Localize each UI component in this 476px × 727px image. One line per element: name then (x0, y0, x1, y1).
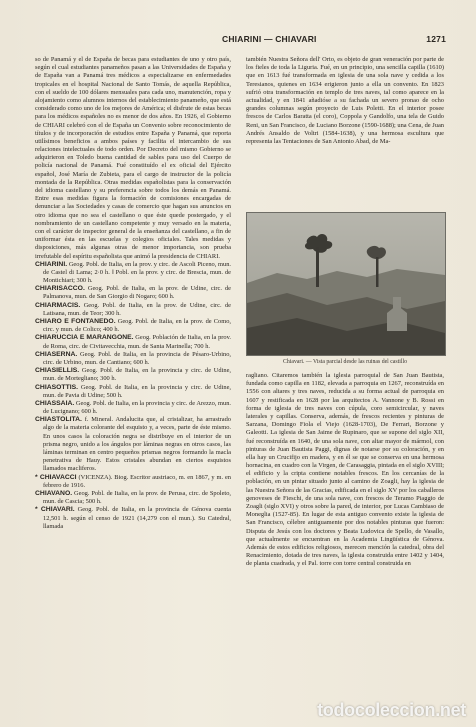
entry-headword: CHIARUCCIA E MARANGONE. (35, 334, 134, 342)
right-column-top (246, 56, 444, 146)
entry-text: Geog. Pobl. de Italia, en la provincia y circ. de Udine, mun. de Mortegliano; 300 h. (43, 367, 231, 383)
entry-headword: CHIASSAIA. (35, 399, 75, 407)
page-number: 1271 (426, 34, 446, 44)
right-top-paragraph: también Nuestra Señora dell' Orto, es objeto de gran veneración por parte de los fieles de toda la Liguria. Fué, en un principio, una sencilla capilla (1610) que en 1613 fué transformada en iglesia de una sola nave y cedida a los Teresianos, quienes en 1634 erigieron junto a ella un convento. En 1823 sufrió otra transformación en templo de tres naves, tal como aparece en la actualidad, y en 1841 añadióse a su fachada un severo pronao de ocho grandes columnas según proyecto de Luis Poletti. En el interior posee frescos de Carlos Baratta (el coro), Coppola y Gandolfo, una tela de Guido Reni, un San Francisco, de Luciano Borzone (1590-1688); una Cena, de Juan Andrés Ansaldo de Voltri (1584-1638), y una hermosa escultura que representa las Tentaciones de San Antonio Abad, de Ma- (246, 56, 444, 145)
entry-headword: CHIARINI. (35, 260, 68, 268)
entry-text: (VICENZA). Biog. Escritor austriaco, m. en 1867, y m. en febrero de 1916. (43, 473, 231, 489)
entry-text: Geog. Pobl. de Italia, en la provincia de Pésaro-Urbino, circ. de Urbino, mun. de Cantiano; 600 h. (43, 350, 231, 366)
entry-headword: CHIARO E FONTANEDO. (35, 318, 116, 325)
figure-caption: Chiavari. — Vista parcial desde las ruinas del castillo (283, 359, 407, 365)
figure (246, 212, 444, 366)
left-column (35, 56, 231, 531)
entry-headword: CHIAVANO. (35, 489, 73, 497)
dictionary-entry (35, 400, 231, 416)
entry-headword: * CHIAVACCI (35, 473, 77, 481)
castle-photo (246, 212, 446, 356)
dictionary-entry (35, 285, 231, 301)
entry-headword: * CHIAVARI. (35, 506, 75, 514)
entry-text: Geog. Pobl. de Italia, en la provincia de Génova cuenta 12,501 h. según el censo de 1921 (14,279 con el mun.). Su Catedral, llamada (43, 506, 231, 530)
dictionary-entry (35, 334, 231, 350)
entry-text: Geog. Pobl. de Italia, en la provincia y circ. de Udine, mun. de Pavia di Udine; 500 h. (43, 383, 231, 399)
entry-text: Geog. Pobl. de Italia, en la prov. de Como, circ. y mun. de Colico; 400 h. (43, 318, 231, 334)
entry-headword: CHIARISACCO. (35, 285, 85, 293)
entry-text: Geog. Pobl. de Italia, en la provincia y circ. de Arezzo, mun. de Lucignano; 600 h. (43, 399, 231, 416)
entry-text: Geog. Pobl. de Italia, en la prov. de Udine, circ. de Palmanova, mun. de San Giorgio di Nogaro; 600 h. (43, 285, 231, 301)
entry-text: Geog. Población de Italia, en la prov. de Roma, circ. de Civitavecchia, mun. de Santa Marinella; 700 h. (43, 334, 231, 350)
header-title: CHIARINI — CHIAVARI (222, 34, 317, 44)
watermark: todocoleccion.net (317, 700, 466, 720)
entry-text: f. Mineral. Andalucita que, al cristalizar, ha arrastrado algo de la materia colorante del esquisto y, a veces, parte de éste mismo. En unos casos la coloración negra se distribuye en el interior de un prisma negro, unido a los ángulos por láminas negras en otros casos, las láminas terminan en centro pequeños prismas negros formando la macla penetrativa de Hauy. Estos cristales abundan en ciertos esquistos llamados macliferos. (43, 416, 231, 473)
dictionary-entry (35, 474, 231, 490)
right-column-bottom (246, 372, 444, 569)
dictionary-entry (35, 367, 231, 383)
dictionary-entry (35, 351, 231, 367)
landscape-illustration (247, 213, 445, 355)
dictionary-entry (35, 261, 231, 286)
dictionary-entries (35, 261, 231, 531)
entry-text: Geog. Pobl. de Italia, en la prov. y circ. de Ascoli Piceno, mun. de Castel di Lama; 2·0 h. ‖ Pobl. en la prov. y circ. de Brescia, mun. de Montichiari; 300 h. (43, 260, 231, 285)
entry-headword: CHIASTOLITA. (35, 416, 82, 424)
dictionary-entry (35, 384, 231, 400)
dictionary-entry (35, 302, 231, 318)
entry-text: Geog. Pobl. de Italia, en la prov. de Udine, circ. de Latisana, mun. de Teor; 300 h. (43, 301, 231, 317)
dictionary-entry (35, 318, 231, 334)
dictionary-entry (35, 416, 231, 473)
dictionary-entry (35, 506, 231, 531)
right-bottom-paragraph: ragliano. Citaremos también la iglesia parroquial de San Juan Bautista, fundada como capilla en 1182, elevada a parroquia en 1267, reconstruída en 1556 con altares y tres naves, reducida a su forma actual de parroquia en 1607 y restificada en 1628 por las arquitectos A. Vannone y B. Rossi en forma de iglesia de tres naves con cúpula, coro semicircular, y naves laterales y capillas. Conserva, además, de frescos recientes y pinturas de Sarzana, Domingo Fiola el Viejo (1628-1703), De Ferrari, Borzone y Galeotti. La iglesia de San Jaime de Rupinaro, que se supone del siglo XII, fué reconstruída en 1640, de una sola nave, con altar mayor de mármol, con pinturas de Juan Bautista Paggi, dignas de notarse por su coloración, y en ella hay un Crucifijo en madera, y en él se que se conserva en una hermosa hornacina, en cuadro con la Virgen, de Carasaggia, pintada en el siglo XVIII; el edificio y la cripta contiene notables frescos. En los cercanías de la población, en un pintar situado junto al camino de Zoagli, hay la iglesia de las Nuestra Señora de las Gracias, edificada en el siglo XV por los caballeros genoveses de Fieschi, de una sola nave, con frescos de Teramo Piaggio de Zoagli (siglo XVI) y otros sobre la pared, de interior, por Lucas Cambiaso de Moneglia (1527-85). En lugar de esta antiguo convento existe la iglesia de San Francisco, célebre antiguamente por dos notables pinturas que fueron: Disputa de Jesús con los doctores y Beata Ludovica de Spello, de Vasallo, que actualmente se encuentran en la Academia Lingüística de Génova. Además de estos edificios religiosos, merecen mención la catedral, obra del Renacimiento, dotada de tres naves, la iglesia construida entre 1402 y 1404, de planta cuadrada, y el Pal. torre con torre central construida en (246, 372, 444, 568)
entry-text: Geog. Pobl. de Italia, en la prov. de Perusa, circ. de Spoleto, mun. de Cascia; 500 h. (43, 489, 231, 506)
running-header (22, 34, 446, 46)
dictionary-entry (35, 490, 231, 506)
entry-headword: CHIASIELLIS. (35, 367, 80, 375)
left-intro-paragraph: so de Panamá y el de España de becas para estudiantes de uno y otro país, según el cual estudiantes panameños pasan a las Universidades de España y de España van a Panamá tres médicos a especializarse en enfermedades tropicales en el hospital Nacional de Santo Tomás, de aquella República, con el sueldo de 100 dólares mensuales para cada uno, manutención, ropa y alojamiento como alumnos internos del establecimiento panameño, que está considerado como uno de los mejores de América; el disfrute de estas becas para los médicos españoles no es menor de dos años. En 1926, el Gobierno de CHIARI celebró con el de España un Convenio sobre reconocimiento de títulos y de incorporación de estudios entre España y Panamá, que reporta utilísimos beneficios a ambos países y facilita el intercambio de sus relaciones intelectuales de todo orden. Por Decreto del mismo Gobierno se adquirieron en Toledo buena cantidad de sables para uso del Cuerpo de policía nacional de Panamá. Fué constituído el ex oficial del Ejército español, José María de Zubieta, para el cargo de instructor de la policía montada de la República. Otras medidas españolistas para la conservación del idioma castellano y su preferencia sobre todos los demás en Panamá. Entre esas medidas figura la formación de comisiones encargadas de denunciar a las Sociedades y casas de comercio que hagan sus anuncios en otro idioma que no sea el castellano o que éste quede postergado, y el nombramiento de un castellano competente y muy versado en la materia, con el carácter de inspector general de la enseñanza del castellano, a fin de uniformar ésta en las escuelas y colegios oficiales. Tales medidas y disposiciones, más algunas otras de menor importancia, son prueba irrefutable del espíritu españolista que animó la presidencia de CHIARI. (35, 56, 231, 260)
entry-headword: CHIARMACIS. (35, 301, 81, 309)
entry-headword: CHIASOTTIS. (35, 383, 79, 391)
entry-headword: CHIASERNA. (35, 350, 78, 358)
